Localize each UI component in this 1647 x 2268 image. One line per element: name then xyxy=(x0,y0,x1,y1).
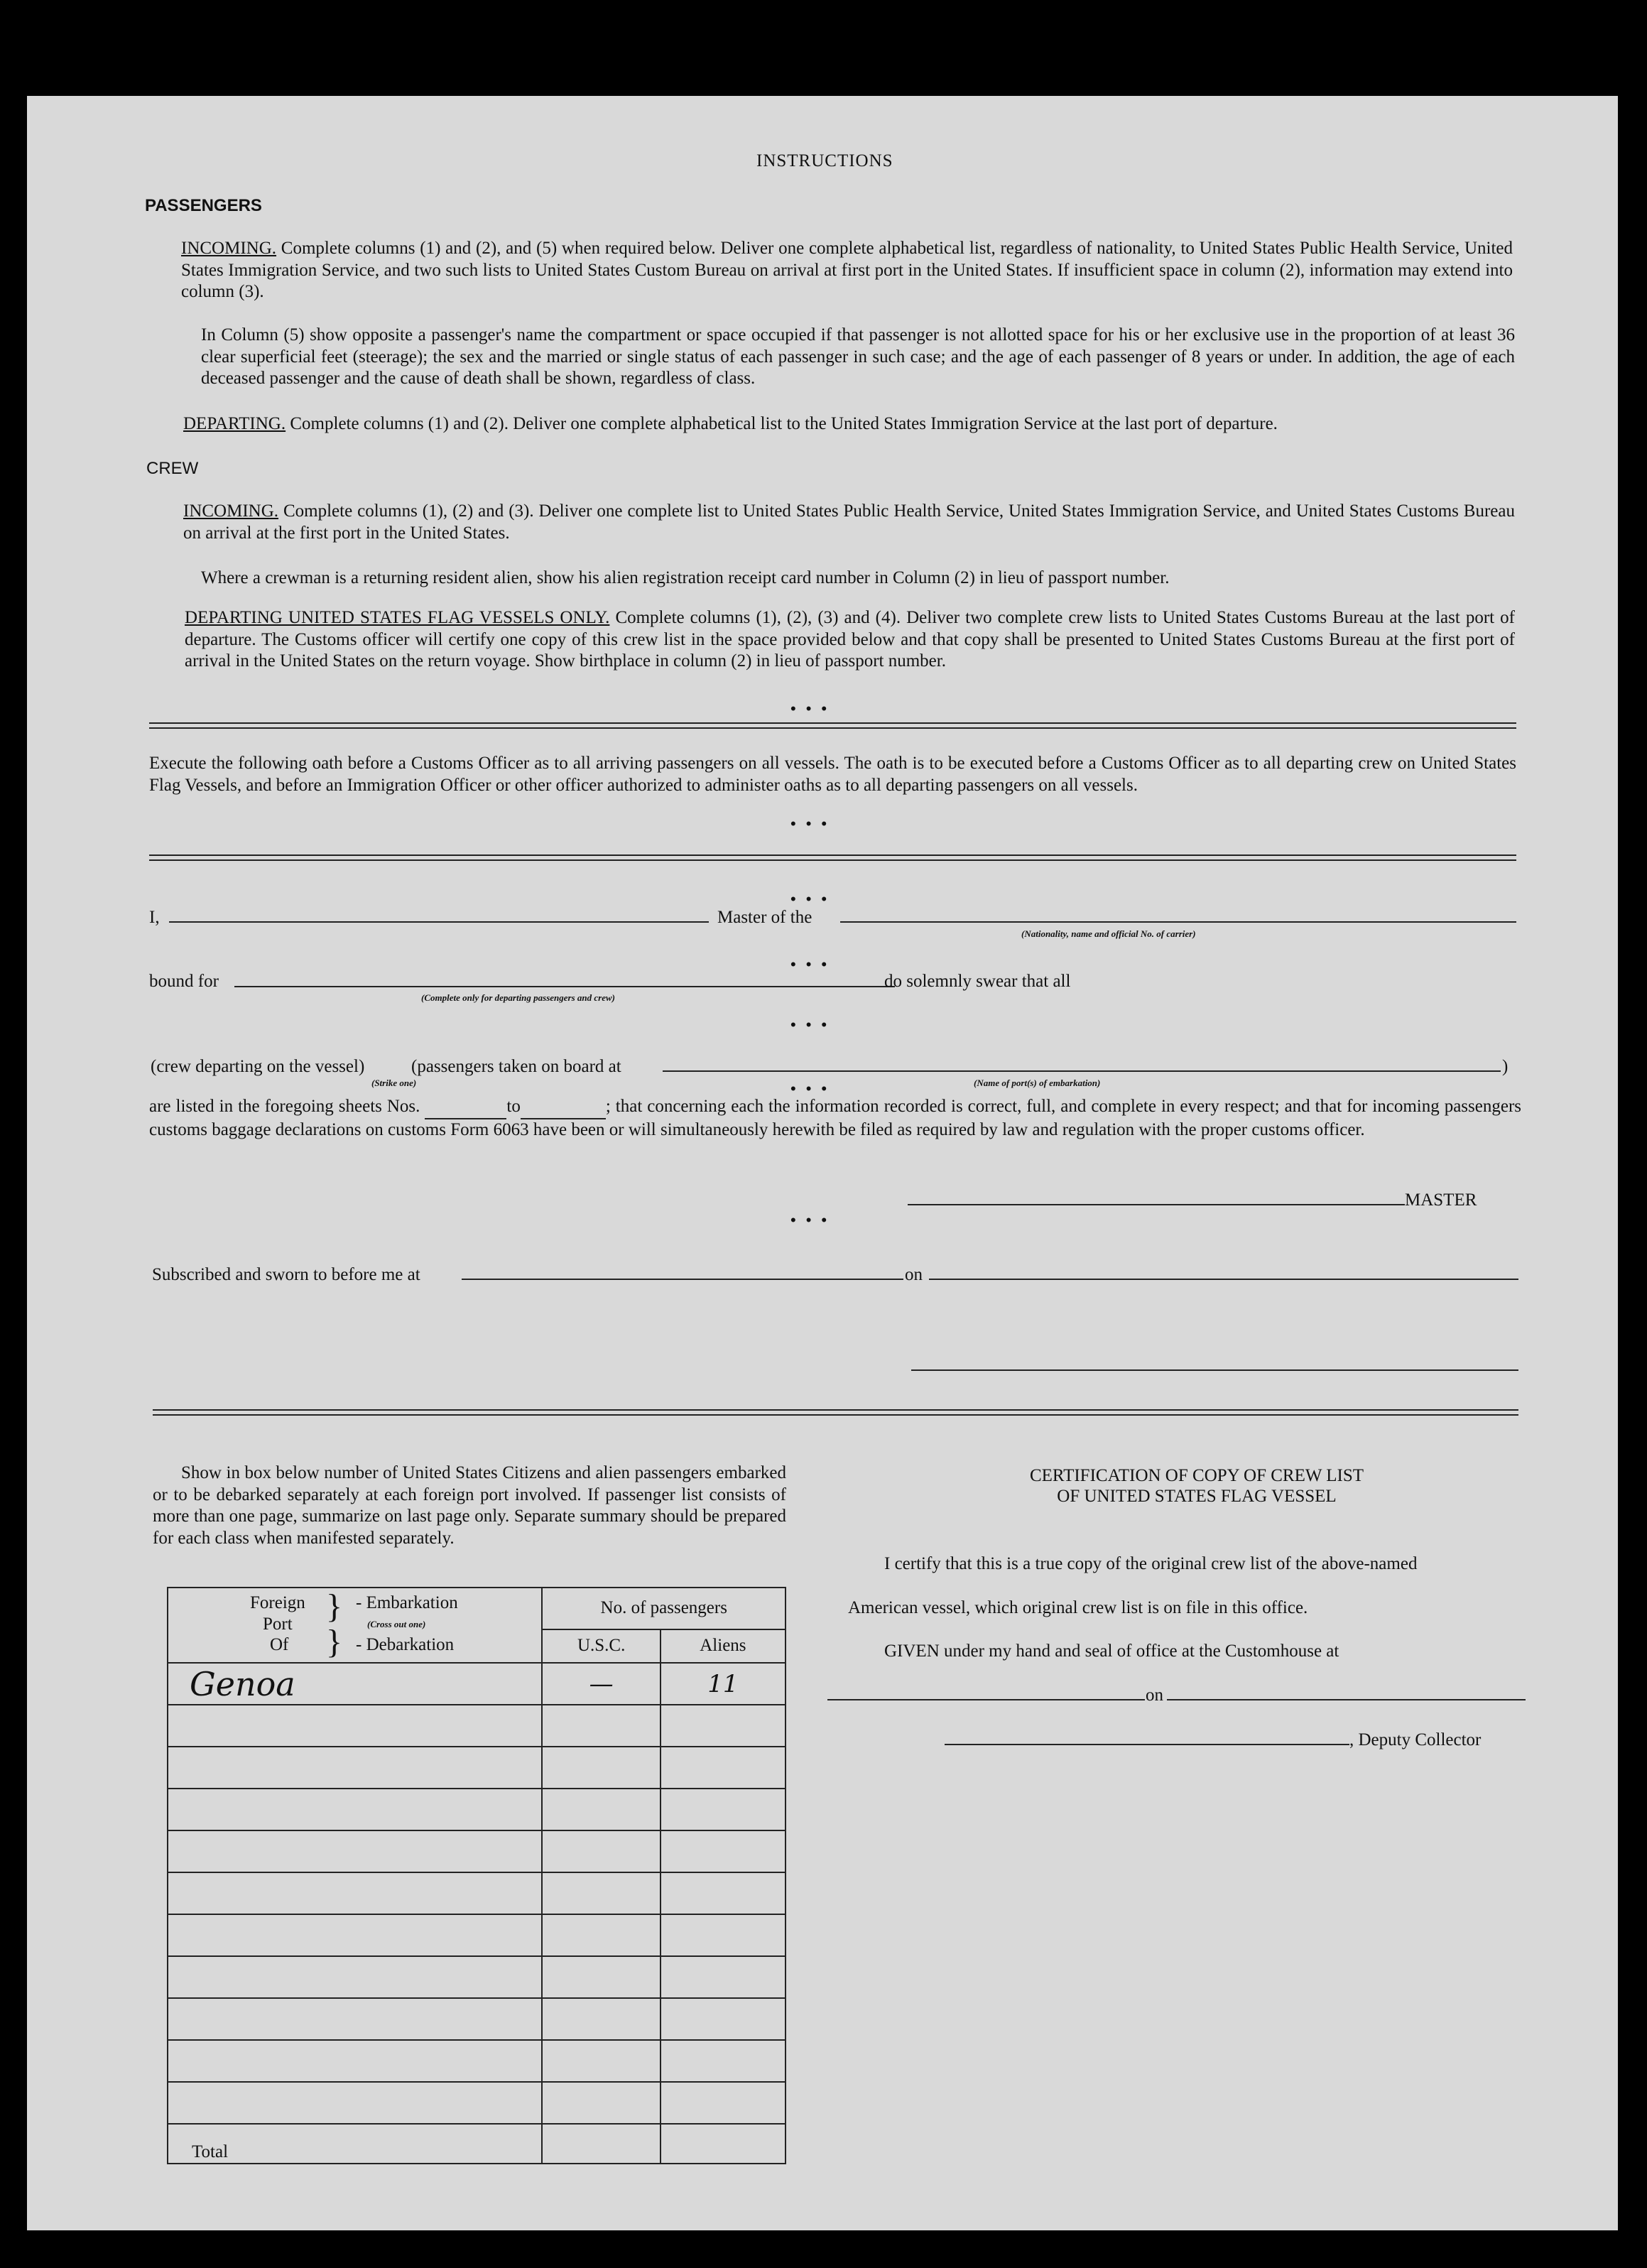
usc-cell[interactable] xyxy=(542,2040,660,2082)
table-row xyxy=(168,1956,786,1998)
subscribed-label: Subscribed and sworn to before me at xyxy=(152,1265,420,1284)
dots-marker: ••• xyxy=(790,815,837,832)
usc-cell[interactable] xyxy=(542,1789,660,1830)
deputy-signature-field[interactable] xyxy=(945,1744,1349,1745)
crew-flag-paragraph xyxy=(185,607,1515,673)
table-row xyxy=(168,1872,786,1914)
officer-signature-field[interactable] xyxy=(911,1369,1518,1371)
listed-text-2: ; that concerning each the information recorded is correct, full, and complete in every respect; and that for incoming passengers customs baggage declarations on customs Form 6063 have been or will simultaneously herewith be filed as required by law and regulation with the proper customs officer. xyxy=(149,1097,1521,1139)
port-cell[interactable] xyxy=(168,1872,542,1914)
table-row xyxy=(168,2040,786,2082)
certification-title-2: OF UNITED STATES FLAG VESSEL xyxy=(1057,1487,1337,1506)
embarkation-label: - Embarkation xyxy=(356,1593,458,1612)
document-page xyxy=(27,96,1618,2230)
usc-cell[interactable] xyxy=(542,2082,660,2124)
certification-date-field[interactable] xyxy=(1167,1699,1526,1700)
passenger-incoming-paragraph xyxy=(181,238,1513,303)
usc-cell[interactable] xyxy=(542,1872,660,1914)
complete-caption: (Complete only for departing passengers and crew) xyxy=(421,992,615,1003)
crew-flag-text: Complete columns (1), (2), (3) and (4). Deliver two complete crew lists to United States Customs Bureau at the last port of departure. The Customs officer will certify one copy of this crew list in the space provided below and that copy shall be presented to United States Customs Bureau at the first port of arrival in the United States on the return voyage. Show birthplace in column (2) in lieu of passport number. xyxy=(185,608,1515,671)
certification-line-3: GIVEN under my hand and seal of office at the Customhouse at xyxy=(884,1642,1339,1661)
port-cell[interactable] xyxy=(168,1705,542,1747)
port-cell[interactable] xyxy=(168,1914,542,1956)
usc-cell[interactable] xyxy=(542,1914,660,1956)
aliens-cell[interactable] xyxy=(661,1998,786,2040)
passenger-departing-label: DEPARTING. xyxy=(183,414,286,433)
passengers-heading: PASSENGERS xyxy=(145,196,262,215)
aliens-cell[interactable] xyxy=(661,1914,786,1956)
aliens-cell[interactable] xyxy=(661,1956,786,1998)
total-aliens-cell[interactable] xyxy=(661,2124,786,2164)
aliens-cell[interactable] xyxy=(661,1747,786,1789)
passengers-taken-option: (passengers taken on board at xyxy=(411,1057,621,1076)
total-label: Total xyxy=(168,2124,542,2164)
port-caption: (Name of port(s) of embarkation) xyxy=(974,1078,1101,1088)
dots-marker: ••• xyxy=(790,955,837,973)
double-rule xyxy=(149,854,1516,861)
port-cell[interactable] xyxy=(168,1998,542,2040)
dots-marker: ••• xyxy=(790,1211,837,1229)
swear-text: do solemnly swear that all xyxy=(884,972,1071,991)
sheet-from-field[interactable] xyxy=(425,1096,506,1119)
aliens-cell[interactable] xyxy=(661,2040,786,2082)
aliens-header: Aliens xyxy=(661,1629,786,1663)
passenger-incoming-text: Complete columns (1) and (2), and (5) when required below. Deliver one complete alphabetical list, regardless of nationality, to United States Public Health Service, United States Immigration Service, and two such lists to United States Custom Bureau on arrival at first port in the United States. If insufficient space in column (2), information may extend into column (3). xyxy=(181,239,1513,301)
double-rule xyxy=(149,722,1516,729)
port-header-cell xyxy=(168,1588,542,1663)
table-row xyxy=(168,1705,786,1747)
strike-caption: (Strike one) xyxy=(371,1078,417,1088)
port-cell[interactable]: Genoa xyxy=(168,1663,542,1705)
usc-cell[interactable] xyxy=(542,1747,660,1789)
aliens-cell[interactable] xyxy=(661,1789,786,1830)
oath-i-label: I, xyxy=(149,908,160,927)
passenger-incoming-label: INCOMING. xyxy=(181,239,277,258)
crew-departing-option: (crew departing on the vessel) xyxy=(151,1057,365,1076)
crew-flag-label: DEPARTING UNITED STATES FLAG VESSELS ONLY. xyxy=(185,608,610,627)
nationality-caption: (Nationality, name and official No. of carrier) xyxy=(1021,928,1196,939)
port-label: Port xyxy=(263,1615,293,1634)
of-label: Of xyxy=(270,1635,289,1654)
port-cell[interactable] xyxy=(168,1830,542,1872)
certification-line-2: American vessel, which original crew list is on file in this office. xyxy=(848,1598,1308,1617)
subscribed-date-field[interactable] xyxy=(929,1279,1518,1280)
embarkation-port-field[interactable] xyxy=(663,1070,1501,1072)
master-of-label: Master of the xyxy=(717,908,812,927)
foreign-label: Foreign xyxy=(250,1593,305,1612)
port-cell[interactable] xyxy=(168,1747,542,1789)
subscribed-place-field[interactable] xyxy=(462,1279,903,1280)
aliens-cell[interactable] xyxy=(661,1872,786,1914)
port-cell[interactable] xyxy=(168,2040,542,2082)
customhouse-field[interactable] xyxy=(827,1699,1145,1700)
table-row xyxy=(168,1998,786,2040)
listed-to: to xyxy=(506,1097,521,1116)
listed-text-1: are listed in the foregoing sheets Nos. xyxy=(149,1097,420,1116)
master-signature-field[interactable] xyxy=(908,1204,1405,1205)
bound-for-field[interactable] xyxy=(234,986,895,987)
usc-cell[interactable] xyxy=(542,1830,660,1872)
dots-marker: ••• xyxy=(790,1080,837,1097)
no-of-passengers-header: No. of passengers xyxy=(542,1588,786,1629)
oath-intro: Execute the following oath before a Customs Officer as to all arriving passengers on all vessels. The oath is to be executed before a Customs Officer as to all departing crew on United States Flag Vessels, and before an Immigration Officer or other officer authorized to administer oaths as to all departing passengers on all vessels. xyxy=(149,754,1516,795)
aliens-cell[interactable] xyxy=(661,1830,786,1872)
usc-cell[interactable] xyxy=(542,1998,660,2040)
usc-cell[interactable] xyxy=(542,1956,660,1998)
usc-cell[interactable] xyxy=(542,1705,660,1747)
dots-marker: ••• xyxy=(790,700,837,717)
bound-for-label: bound for xyxy=(149,972,219,991)
close-paren: ) xyxy=(1502,1057,1509,1076)
brace-top: } xyxy=(326,1588,343,1625)
passenger-summary-table xyxy=(167,1587,786,2164)
total-usc-cell[interactable] xyxy=(542,2124,660,2164)
certification-on-label: on xyxy=(1146,1686,1163,1705)
brace-bottom: } xyxy=(326,1623,343,1661)
table-row xyxy=(168,1663,786,1705)
table-row xyxy=(168,2082,786,2124)
port-cell[interactable] xyxy=(168,2082,542,2124)
crew-incoming-text: Complete columns (1), (2) and (3). Deliver one complete list to United States Public Health Service, United States Immigration Service, and United States Customs Bureau on arrival at the first port in the United States. xyxy=(183,501,1515,543)
port-cell[interactable] xyxy=(168,1789,542,1830)
crew-heading: CREW xyxy=(146,459,199,478)
table-row xyxy=(168,1747,786,1789)
passenger-departing-paragraph xyxy=(183,413,1518,435)
crew-incoming-paragraph xyxy=(183,501,1515,544)
cross-out-caption: (Cross out one) xyxy=(367,1619,426,1629)
subscribed-on-label: on xyxy=(905,1265,923,1284)
aliens-cell[interactable] xyxy=(661,2082,786,2124)
table-row xyxy=(168,1830,786,1872)
crew-incoming-label: INCOMING. xyxy=(183,501,279,521)
aliens-cell[interactable]: 11 xyxy=(661,1663,786,1705)
carrier-field[interactable] xyxy=(840,921,1516,923)
instructions-title: INSTRUCTIONS xyxy=(756,151,893,170)
dots-marker: ••• xyxy=(790,890,837,908)
passenger-column5-paragraph: In Column (5) show opposite a passenger's name the compartment or space occupied if that passenger is not allotted space for his or her exclusive use in the proportion of at least 36 clear superficial feet (steerage); the sex and the married or single status of each passenger in such case; and the age of each passenger of 8 years or under. In addition, the age of each deceased passenger and the cause of death shall be shown, regardless of class. xyxy=(201,325,1515,388)
usc-cell[interactable]: — xyxy=(542,1663,660,1705)
usc-header: U.S.C. xyxy=(542,1629,660,1663)
listed-paragraph xyxy=(149,1096,1521,1141)
master-name-field[interactable] xyxy=(169,921,709,923)
deputy-collector-label: , Deputy Collector xyxy=(1349,1730,1482,1749)
dots-marker: ••• xyxy=(790,1016,837,1033)
port-cell[interactable] xyxy=(168,1956,542,1998)
passenger-departing-text: Complete columns (1) and (2). Deliver one complete alphabetical list to the United States Immigration Service at the last port of departure. xyxy=(290,414,1278,433)
aliens-cell[interactable] xyxy=(661,1705,786,1747)
double-rule xyxy=(153,1409,1518,1416)
sheet-to-field[interactable] xyxy=(521,1096,606,1119)
master-label: MASTER xyxy=(1405,1190,1477,1210)
debarkation-label: - Debarkation xyxy=(356,1635,455,1654)
table-row xyxy=(168,1789,786,1830)
certification-title-1: CERTIFICATION OF COPY OF CREW LIST xyxy=(1029,1466,1364,1485)
summary-intro: Show in box below number of United States Citizens and alien passengers embarked or to be debarked separately at each foreign port involved. If passenger list consists of more than one page, summarize on last page only. Separate summary should be prepared for each class when manifested separately. xyxy=(153,1463,786,1548)
table-row xyxy=(168,1914,786,1956)
certification-line-1: I certify that this is a true copy of the original crew list of the above-named xyxy=(884,1554,1418,1573)
crew-crewman-paragraph: Where a crewman is a returning resident alien, show his alien registration receipt card number in Column (2) in lieu of passport number. xyxy=(201,568,1170,587)
